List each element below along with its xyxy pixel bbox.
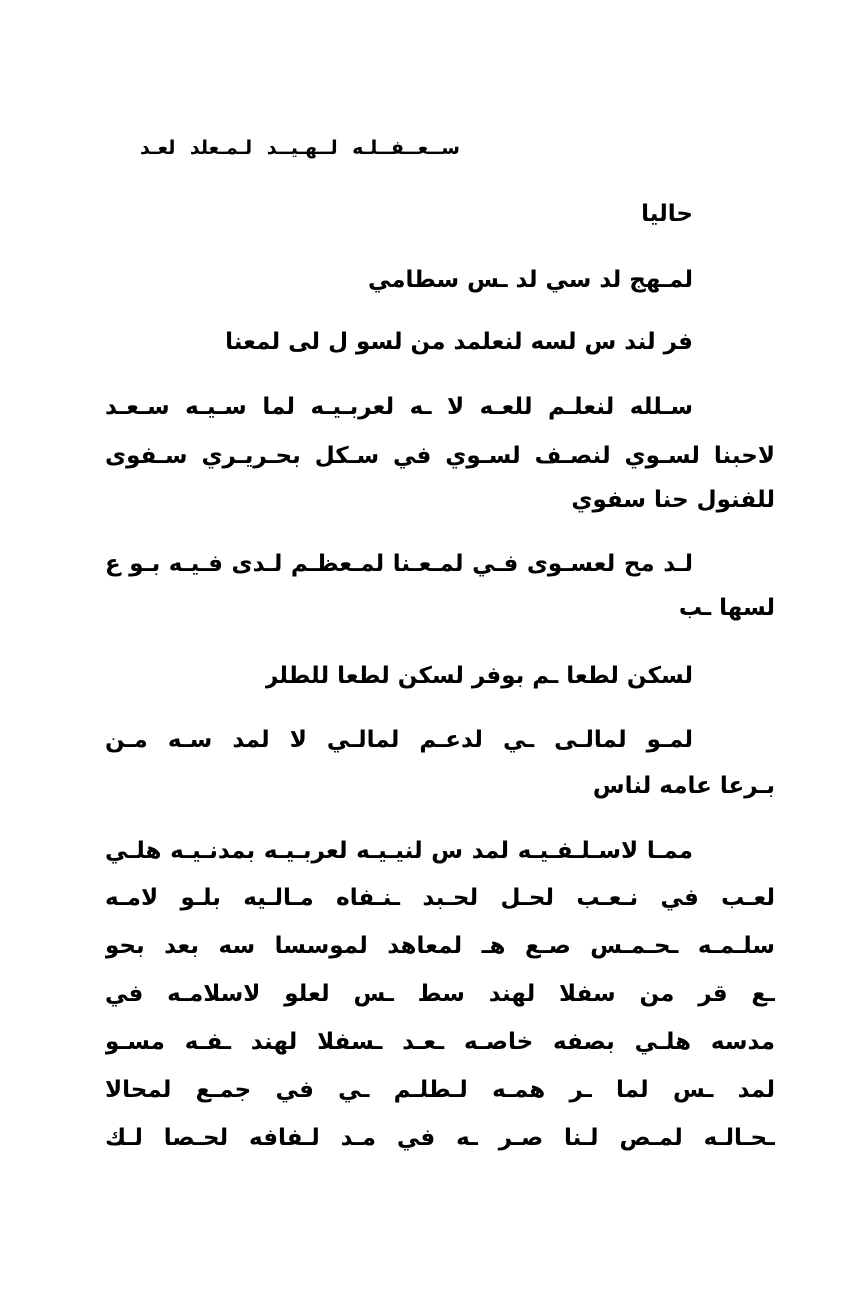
section-title: حاليا	[641, 201, 693, 227]
paragraph-5-line-1: لسكن لطعا ـم بوفر لسكن لطعا للطلر	[264, 663, 693, 689]
paragraph-6-line-2: بـرعا عامه لناس	[592, 773, 775, 799]
paragraph-7-line-2: لعـب في نـعـب لحـل لحـبد ـنـفاه مـالـيه بلـو لامـه	[105, 885, 775, 911]
paragraph-3-line-3: للفنول حنا سفوي	[571, 487, 775, 513]
paragraph-4-line-2: لسها ـب	[678, 595, 775, 621]
paragraph-3-line-2: لاحبنا لسـوي لنصـف لسـوي في سـكل بحـريـري سـفوى	[105, 443, 775, 469]
paragraph-7-line-3: سلـمـه ـحـمـس صـع هـ لمعاهد لموسسا سه بعد بحو	[105, 933, 775, 959]
page-header: ســعــفــلـه لــهـيــد لـمـعلد لعـد	[140, 137, 460, 159]
paragraph-7-line-6: لمد ـس لما ـر همـه لـطلـم ـي في جمـع لمحالا	[105, 1077, 775, 1103]
paragraph-7-line-5: مدسه هلـي بصفه خاصـه ـعـد ـسفلا لهند ـفـه مسـو	[105, 1029, 775, 1055]
paragraph-1-line-1: لمـهج لد سي لد ـس سطامي	[368, 267, 693, 293]
paragraph-7-line-7: ـحـالـه لمـص لـنا صـر ـه في مـد لـفافه لحـصا لـك	[105, 1125, 775, 1151]
paragraph-4-line-1: لـد مح لعسـوى فـي لمـعـنا لمـعظـم لـدى فـيـه بـو ع	[105, 551, 693, 577]
paragraph-7-line-1: ممـا لاسـلـفـيـه لمد س لنيـيـه لعربـيـه بمدنـيـه هلـي	[105, 838, 693, 864]
paragraph-2-line-1: فر لند س لسه لنعلمد من لسو ل لى لمعنا	[225, 329, 693, 355]
paragraph-6-line-1: لمـو لمالـى ـي لدعـم لمالـي لا لمد سـه مـن	[105, 727, 693, 753]
paragraph-3-line-1: سـلله لنعلـم للعـه لا ـه لعربـيـه لما سـيـه سـعـد	[105, 394, 693, 420]
paragraph-7-line-4: ـع قر من سفلا لهند سط ـس لعلو لاسلامـه في	[105, 981, 775, 1007]
